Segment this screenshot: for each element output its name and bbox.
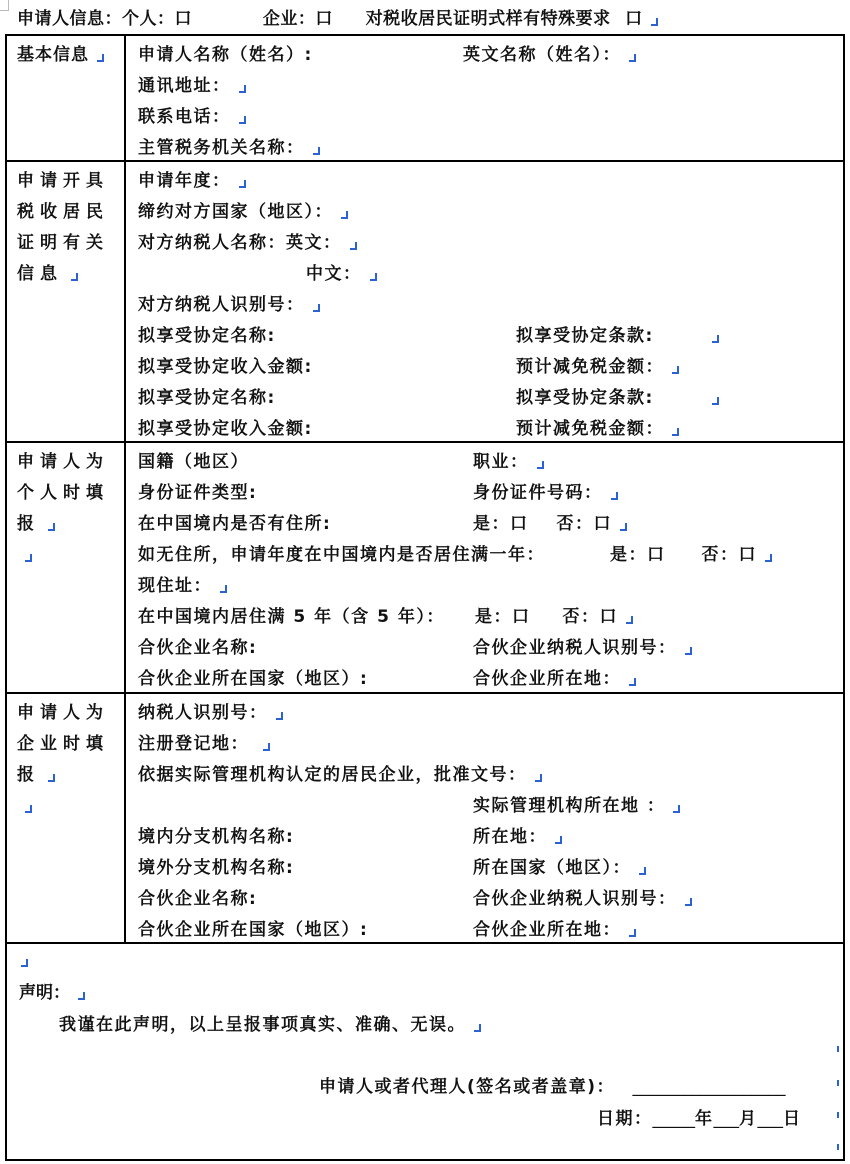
occupation-field[interactable] [473, 447, 544, 478]
title-line: 申请人为 [17, 452, 109, 472]
paragraph-mark-icon [239, 85, 246, 93]
day-blank: ___ [757, 1109, 783, 1129]
year-field[interactable] [138, 166, 246, 197]
enterprise-checkbox[interactable]: 口 [315, 9, 333, 29]
full-year-yes-checkbox[interactable]: 口 [647, 545, 666, 565]
special-requirement-checkbox[interactable]: 口 [625, 9, 643, 29]
partnership-location-label: 合伙企业所在地： [473, 669, 621, 689]
has-residence-no-checkbox[interactable]: 口 [593, 514, 612, 534]
partnership-location-field[interactable] [473, 915, 636, 946]
applicant-type-header [17, 7, 658, 31]
registration-place-label: 注册登记地： [138, 734, 249, 754]
tax-authority-label: 主管税务机关名称： [138, 138, 305, 158]
approval-number-field[interactable] [138, 760, 542, 791]
declaration-statement [59, 1012, 481, 1038]
section-title [7, 36, 126, 160]
address-label: 通讯地址： [138, 76, 231, 96]
treaty-clause-field-2[interactable] [516, 383, 719, 414]
title-line: 企业时填 [17, 734, 109, 754]
paragraph-mark-icon [474, 1024, 481, 1032]
partnership-tin-label: 合伙企业纳税人识别号： [473, 889, 677, 909]
five-years-yes-checkbox[interactable]: 口 [512, 607, 531, 627]
paragraph-mark-icon [535, 774, 542, 782]
title-line: 报 [17, 514, 40, 534]
individual-checkbox[interactable]: 口 [174, 9, 192, 29]
full-year-label: 如无住所，申请年度在中国境内是否居住满一年： [138, 545, 545, 565]
month-blank: ___ [713, 1109, 739, 1129]
section-content [128, 694, 843, 942]
english-name-label: 英文名称（姓名）： [463, 45, 621, 65]
year-blank: _____ [652, 1109, 695, 1129]
title-line: 报 [17, 765, 40, 785]
tax-authority-field[interactable] [138, 133, 320, 164]
domestic-branch-field[interactable]: 境内分支机构名称: [138, 827, 295, 847]
date-field[interactable] [597, 1104, 802, 1129]
paragraph-mark-icon [78, 992, 85, 1000]
applicant-info-label: 申请人信息： [17, 9, 122, 29]
treaty-clause-label: 拟享受协定条款: [516, 388, 654, 408]
has-residence-yes-checkbox[interactable]: 口 [510, 514, 529, 534]
section-individual [7, 443, 843, 694]
date-label: 日期： [597, 1109, 653, 1129]
title-line: 申请开具 [17, 171, 109, 191]
partnership-tin-field[interactable] [473, 884, 692, 915]
has-residence-label: 在中国境内是否有住所: [138, 514, 332, 534]
paragraph-mark-icon [629, 54, 636, 62]
paragraph-mark-icon [685, 647, 692, 655]
paragraph-mark-icon [350, 242, 357, 250]
treaty-name-field-1[interactable]: 拟享受协定名称: [138, 326, 276, 346]
treaty-country-field[interactable] [138, 197, 348, 228]
paragraph-mark-icon [370, 273, 377, 281]
foreign-branch-country-field[interactable] [473, 853, 646, 884]
title-line: 证明有关 [17, 233, 109, 253]
paragraph-mark-icon [651, 18, 658, 26]
paragraph-mark-icon [672, 428, 679, 436]
phone-label: 联系电话： [138, 107, 231, 127]
treaty-clause-field-1[interactable] [516, 321, 719, 352]
enterprise-label: 企业： [262, 9, 316, 29]
day-unit: 日 [783, 1109, 802, 1129]
section-title [7, 443, 126, 692]
counterparty-tin-field[interactable] [138, 290, 320, 321]
section-title [7, 694, 126, 942]
section-enterprise [7, 694, 843, 944]
partnership-tin-field[interactable] [473, 633, 692, 664]
partnership-tin-label: 合伙企业纳税人识别号： [473, 638, 677, 658]
paragraph-mark-icon [834, 1112, 839, 1118]
id-type-field[interactable]: 身份证件类型: [138, 483, 258, 503]
paragraph-mark-icon [71, 273, 78, 281]
paragraph-mark-icon [672, 366, 679, 374]
phone-field[interactable] [138, 102, 246, 133]
treaty-country-label: 缔约对方国家（地区）： [138, 202, 333, 222]
paragraph-mark-icon [239, 116, 246, 124]
treaty-income-field-2[interactable]: 拟享受协定收入金额: [138, 419, 313, 439]
declaration-title-text: 声明： [19, 983, 70, 1003]
section-title [7, 162, 126, 441]
paragraph-mark-icon [313, 304, 320, 312]
counterparty-tin-label: 对方纳税人识别号： [138, 295, 305, 315]
chinese-label: 中文： [306, 264, 362, 284]
paragraph-mark-icon [626, 616, 633, 624]
paragraph-mark-icon [765, 554, 772, 562]
five-years-options [475, 602, 633, 633]
partnership-name-field[interactable]: 合伙企业名称: [138, 638, 258, 658]
yes-label: 是： [610, 545, 647, 565]
paragraph-mark-icon [639, 867, 646, 875]
page-corner-mark [0, 0, 9, 11]
no-label: 否： [556, 514, 594, 534]
paragraph-mark-icon [276, 712, 283, 720]
empty-paragraph [19, 950, 28, 970]
counterparty-chinese-name-field[interactable] [306, 259, 377, 290]
section-certificate-info [7, 162, 843, 443]
paragraph-mark-icon [620, 523, 627, 531]
paragraph-mark-icon [712, 335, 719, 343]
tax-reduction-label: 预计减免税金额： [516, 357, 664, 377]
declaration-title [19, 980, 85, 1006]
title-line: 申请人为 [17, 703, 109, 723]
paragraph-mark-icon [685, 898, 692, 906]
management-location-field[interactable] [473, 791, 680, 822]
paragraph-mark-icon [555, 836, 562, 844]
registration-place-field[interactable] [138, 729, 270, 760]
has-residence-options [473, 509, 627, 540]
paragraph-mark-icon [25, 805, 32, 813]
paragraph-mark-icon [629, 929, 636, 937]
paragraph-mark-icon [834, 1144, 839, 1150]
individual-label: 个人： [122, 9, 175, 29]
partnership-country-field[interactable]: 合伙企业所在国家（地区）: [138, 920, 369, 940]
partnership-country-field[interactable]: 合伙企业所在国家（地区）: [138, 669, 369, 689]
full-year-options [610, 540, 772, 571]
current-address-label: 现住址： [138, 576, 212, 596]
treaty-income-field-1[interactable]: 拟享受协定收入金额: [138, 357, 313, 377]
yes-label: 是： [473, 514, 510, 534]
full-year-no-checkbox[interactable]: 口 [738, 545, 757, 565]
english-label: 英文： [286, 233, 342, 253]
tin-label: 纳税人识别号： [138, 703, 268, 723]
paragraph-mark-icon [629, 678, 636, 686]
section-content [128, 36, 843, 160]
id-number-label: 身份证件号码： [473, 483, 603, 503]
year-unit: 年 [695, 1109, 714, 1129]
paragraph-mark-icon [313, 147, 320, 155]
partnership-location-label: 合伙企业所在地： [473, 920, 621, 940]
address-field[interactable] [138, 71, 246, 102]
no-label: 否： [562, 607, 600, 627]
applicant-name-field[interactable]: 申请人名称（姓名）: [138, 45, 313, 65]
occupation-label: 职业： [473, 452, 529, 472]
five-years-no-checkbox[interactable]: 口 [599, 607, 618, 627]
no-label: 否： [701, 545, 739, 565]
title-line: 税收居民 [17, 202, 109, 222]
enterprise-tin-field[interactable] [138, 698, 283, 729]
five-years-label: 在中国境内居住满 5 年（含 5 年）： [138, 607, 445, 627]
paragraph-mark-icon [673, 805, 680, 813]
paragraph-mark-icon [834, 1080, 839, 1086]
title-line: 个人时填 [17, 483, 109, 503]
nationality-field[interactable]: 国籍（地区） [138, 452, 249, 472]
paragraph-mark-icon [611, 492, 618, 500]
section-declaration [7, 944, 843, 1159]
special-requirement-label: 对税收居民证明式样有特殊要求 [365, 9, 611, 29]
approval-number-label: 依据实际管理机构认定的居民企业，批准文号： [138, 765, 527, 785]
counterparty-name-label: 对方纳税人名称： [138, 233, 286, 253]
paragraph-mark-icon [537, 461, 544, 469]
id-number-field[interactable] [473, 478, 618, 509]
country-label: 所在国家（地区）： [473, 858, 631, 878]
partnership-name-field[interactable]: 合伙企业名称: [138, 889, 258, 909]
paragraph-mark-icon [712, 397, 719, 405]
section-content [128, 162, 843, 441]
statement-text: 我谨在此声明，以上呈报事项真实、准确、无误。 [59, 1015, 466, 1035]
current-address-field[interactable] [138, 571, 227, 602]
paragraph-mark-icon [263, 743, 270, 751]
paragraph-mark-icon [341, 211, 348, 219]
counterparty-english-name-field[interactable] [138, 228, 357, 259]
tax-reduction-label: 预计减免税金额： [516, 419, 664, 439]
domestic-branch-location-field[interactable] [473, 822, 562, 853]
paragraph-mark-icon [239, 180, 246, 188]
tax-residence-application-form [5, 34, 845, 1161]
year-label: 申请年度： [138, 171, 231, 191]
paragraph-mark-icon [48, 523, 55, 531]
yes-label: 是： [475, 607, 512, 627]
paragraph-mark-icon [834, 1046, 839, 1052]
paragraph-mark-icon [97, 54, 104, 62]
signature-blank: __________________ [632, 1077, 786, 1097]
paragraph-mark-icon [25, 554, 32, 562]
signature-label: 申请人或者代理人(签名或者盖章)： [319, 1077, 616, 1097]
tax-reduction-field-1[interactable] [516, 352, 679, 383]
signature-field[interactable] [319, 1072, 785, 1097]
paragraph-mark-icon [220, 585, 227, 593]
paragraph-mark-icon [21, 959, 28, 967]
title-line: 信息 [17, 264, 63, 284]
partnership-location-field[interactable] [473, 664, 636, 695]
basic-info-title: 基本信息 [17, 45, 89, 65]
management-location-label: 实际管理机构所在地 ： [473, 796, 666, 816]
section-content [128, 443, 843, 692]
english-name-field[interactable] [463, 40, 636, 71]
treaty-clause-label: 拟享受协定条款: [516, 326, 654, 346]
month-unit: 月 [739, 1109, 758, 1129]
treaty-name-field-2[interactable]: 拟享受协定名称: [138, 388, 276, 408]
location-label: 所在地： [473, 827, 547, 847]
tax-reduction-field-2[interactable] [516, 414, 679, 445]
section-basic-info [7, 36, 843, 162]
foreign-branch-field[interactable]: 境外分支机构名称: [138, 858, 295, 878]
paragraph-mark-icon [48, 774, 55, 782]
